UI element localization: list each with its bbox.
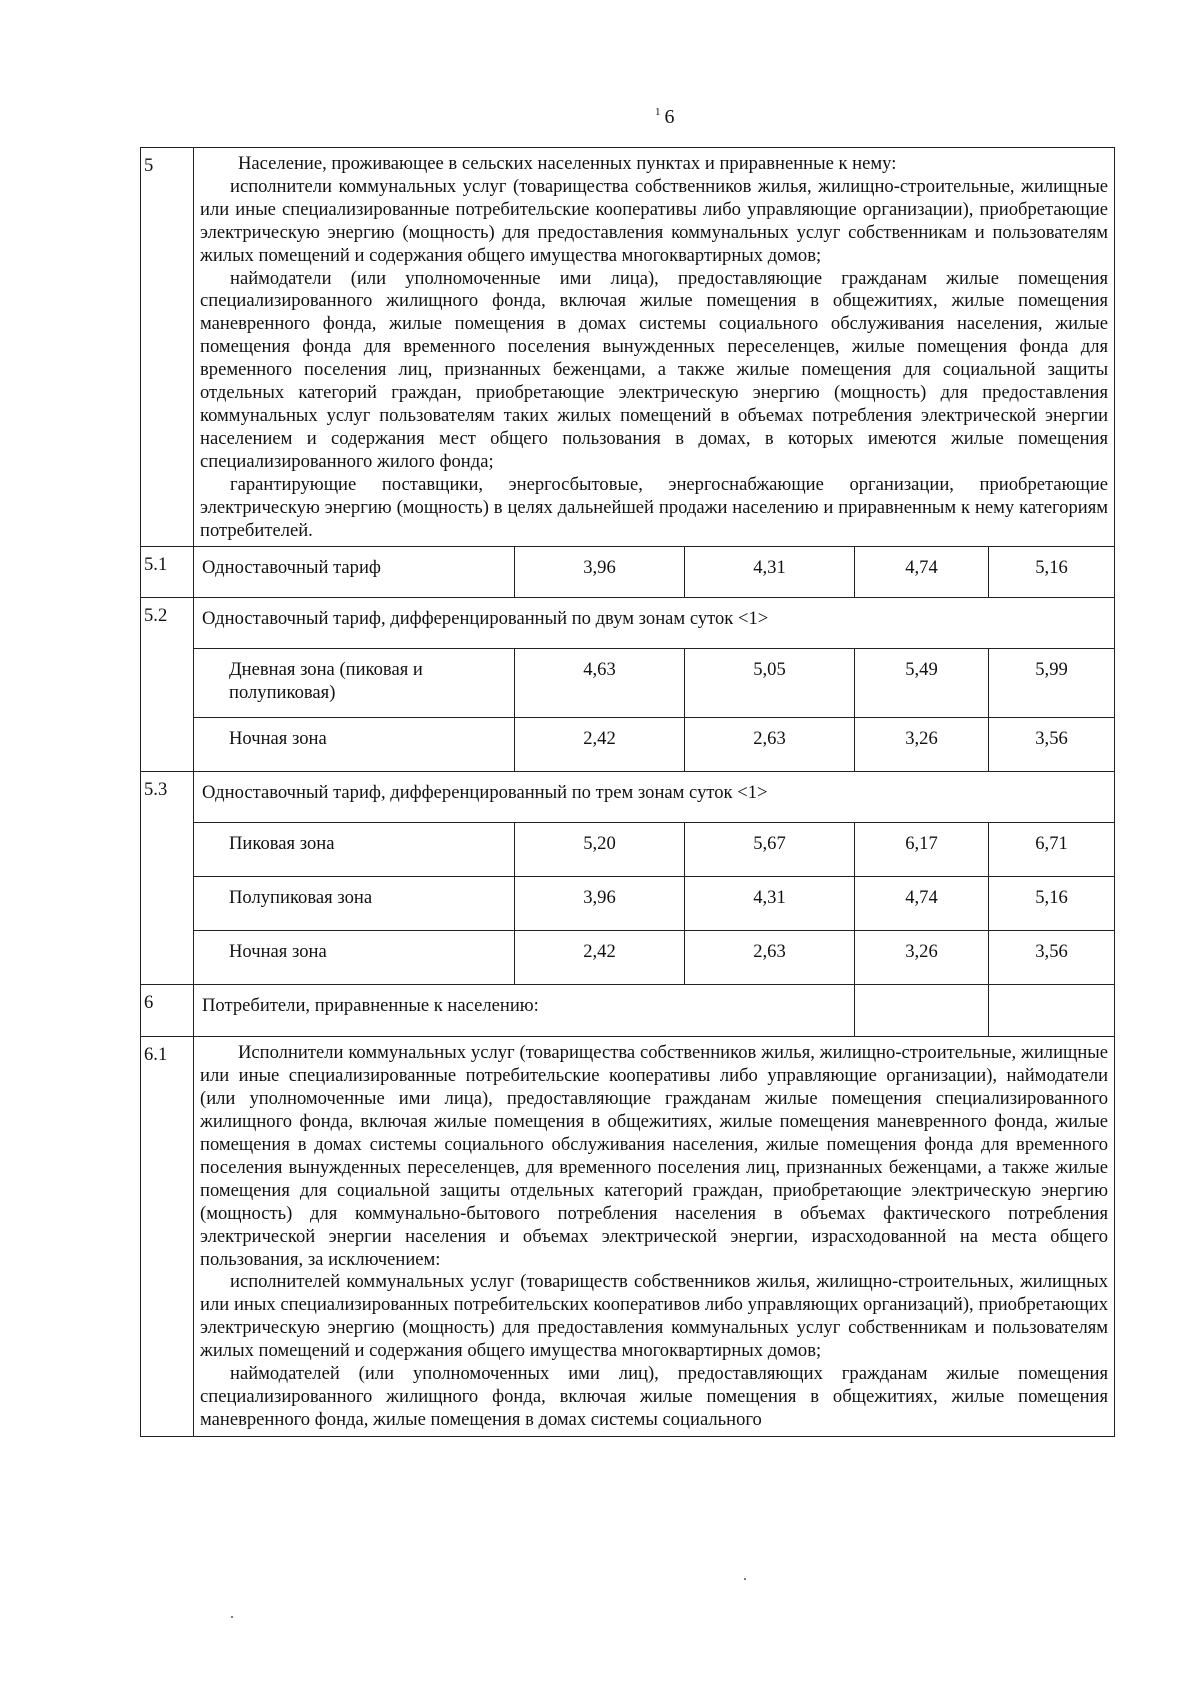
tariff-value: 3,96 (515, 877, 685, 931)
tariff-value: 5,99 (989, 649, 1115, 718)
section-6-1-row (141, 1037, 1115, 1436)
tariff-value: 3,26 (855, 931, 989, 985)
section-5-row (141, 148, 1115, 547)
tariff-value: 3,96 (515, 547, 685, 598)
tariff-value: 3,26 (855, 718, 989, 772)
row-label: Одноставочный тариф, дифференцированный по двум зонам суток <1> (194, 598, 1115, 649)
paragraph: наймодатели (или уполномоченные ими лица), предоставляющие гражданам жилые помещения специализированного жилищного фонда, включая жилые помещения в общежитиях, жилые помещения маневренного фонда, жилые помещения в домах системы социального обслуживания населения, жилые помещения фонда для временного поселения вынужденных переселенцев, жилые помещения фонда для временного поселения лиц, признанных беженцами, а также жилые помещения для социальной защиты отдельных категорий граждан, приобретающие электрическую энергию (мощность) для предоставления коммунальных услуг пользователям таких жилых помещений в объемах потребления электрической энергии населением и содержания мест общего пользования в домах, в которых имеются жилые помещения специализированного жилого фонда; (200, 267, 1109, 472)
section-5-description (194, 148, 1115, 547)
row-label: Пиковая зона (194, 823, 515, 877)
tariff-value: 4,63 (515, 649, 685, 718)
table-row (141, 649, 1115, 718)
tariff-table (140, 147, 1115, 1437)
table-row (141, 718, 1115, 772)
paragraph: исполнителей коммунальных услуг (товариществ собственников жилья, жилищно-строительных, жилищных или иных специализированных потребительских кооперативов либо управляющих организаций), приобретающих электрическую энергию (мощность) для предоставления коммунальных услуг собственникам и пользователям жилых помещений и содержания общего имущества многоквартирных домов; (200, 1271, 1109, 1362)
table-row (141, 547, 1115, 598)
tariff-value: 6,17 (855, 823, 989, 877)
page-number (655, 106, 675, 129)
tariff-value: 2,63 (685, 931, 855, 985)
table-row (141, 823, 1115, 877)
row-number: 5.2 (141, 598, 194, 772)
row-label (194, 649, 515, 718)
tariff-value: 2,63 (685, 718, 855, 772)
tariff-value: 5,20 (515, 823, 685, 877)
row-number: 6.1 (141, 1037, 194, 1436)
tariff-value: 5,16 (989, 547, 1115, 598)
paragraph: наймодателей (или уполномоченных ими лиц), предоставляющих гражданам жилые помещения специализированного жилищного фонда, включая жилые помещения в общежитиях, жилые помещения маневренного фонда, жилые помещения в домах системы социального (200, 1363, 1109, 1430)
row-number: 5.3 (141, 772, 194, 985)
empty-cell (989, 985, 1115, 1037)
table-row (141, 598, 1115, 649)
page-number-mark: 1 (655, 106, 661, 118)
table-row (141, 985, 1115, 1037)
row-label: Одноставочный тариф, дифференцированный по трем зонам суток <1> (194, 772, 1115, 823)
scan-speck (231, 1616, 233, 1618)
tariff-value: 2,42 (515, 931, 685, 985)
tariff-value: 4,74 (855, 877, 989, 931)
row-label: Ночная зона (194, 931, 515, 985)
table-row (141, 772, 1115, 823)
tariff-value: 4,31 (685, 877, 855, 931)
row-label: Ночная зона (194, 718, 515, 772)
tariff-value: 3,56 (989, 718, 1115, 772)
row-number: 6 (141, 985, 194, 1037)
scan-speck (744, 1578, 746, 1580)
tariff-value: 3,56 (989, 931, 1115, 985)
tariff-value: 4,74 (855, 547, 989, 598)
row-label: Полупиковая зона (194, 877, 515, 931)
tariff-value: 5,49 (855, 649, 989, 718)
page-number-value: 6 (664, 106, 675, 128)
row-label: Потребители, приравненные к населению: (194, 985, 855, 1037)
paragraph: исполнители коммунальных услуг (товарищества собственников жилья, жилищно-строительные, жилищные или иные специализированные потребительские кооперативы либо управляющие организации), приобретающие электрическую энергию (мощность) для предоставления коммунальных услуг собственникам и пользователям жилых помещений и содержания общего имущества многоквартирных домов; (200, 175, 1109, 266)
paragraph: Население, проживающее в сельских населенных пунктах и приравненные к нему: (238, 153, 897, 174)
paragraph: Исполнители коммунальных услуг (товарищества собственников жилья, жилищно-строительные, жилищные или иные специализированные потребительские кооперативы либо управляющие организации), наймодатели (или уполномоченные ими лица), предоставляющие гражданам жилые помещения специализированного жилищного фонда, включая жилые помещения в общежитиях, жилые помещения маневренного фонда, жилые помещения в домах системы социального обслуживания населения, жилые помещения фонда для временного поселения вынужденных переселенцев, для временного поселения лиц, признанных беженцами, а также жилые помещения для социальной защиты отдельных категорий граждан, приобретающие электрическую энергию (мощность) для коммунально-бытового потребления населения в объемах фактического потребления электрической энергии населения и объемах электрической энергии, израсходованной на места общего пользования, за исключением: (200, 1042, 1109, 1270)
row-number: 5.1 (141, 547, 194, 598)
row-number: 5 (141, 148, 194, 547)
tariff-value: 4,31 (685, 547, 855, 598)
tariff-value: 5,16 (989, 877, 1115, 931)
table-row (141, 877, 1115, 931)
tariff-value: 5,05 (685, 649, 855, 718)
tariff-value: 2,42 (515, 718, 685, 772)
empty-cell (855, 985, 989, 1037)
table-row (141, 931, 1115, 985)
tariff-value: 6,71 (989, 823, 1115, 877)
paragraph: гарантирующие поставщики, энергосбытовые, энергоснабжающие организации, приобретающие электрическую энергию (мощность) в целях дальнейшей продажи населению и приравненным к нему категориям потребителей. (200, 473, 1109, 541)
zone-label: Дневная зона (пиковая и полупиковая) (229, 659, 423, 704)
row-label: Одноставочный тариф (194, 547, 515, 598)
section-6-1-description (194, 1037, 1115, 1436)
tariff-value: 5,67 (685, 823, 855, 877)
